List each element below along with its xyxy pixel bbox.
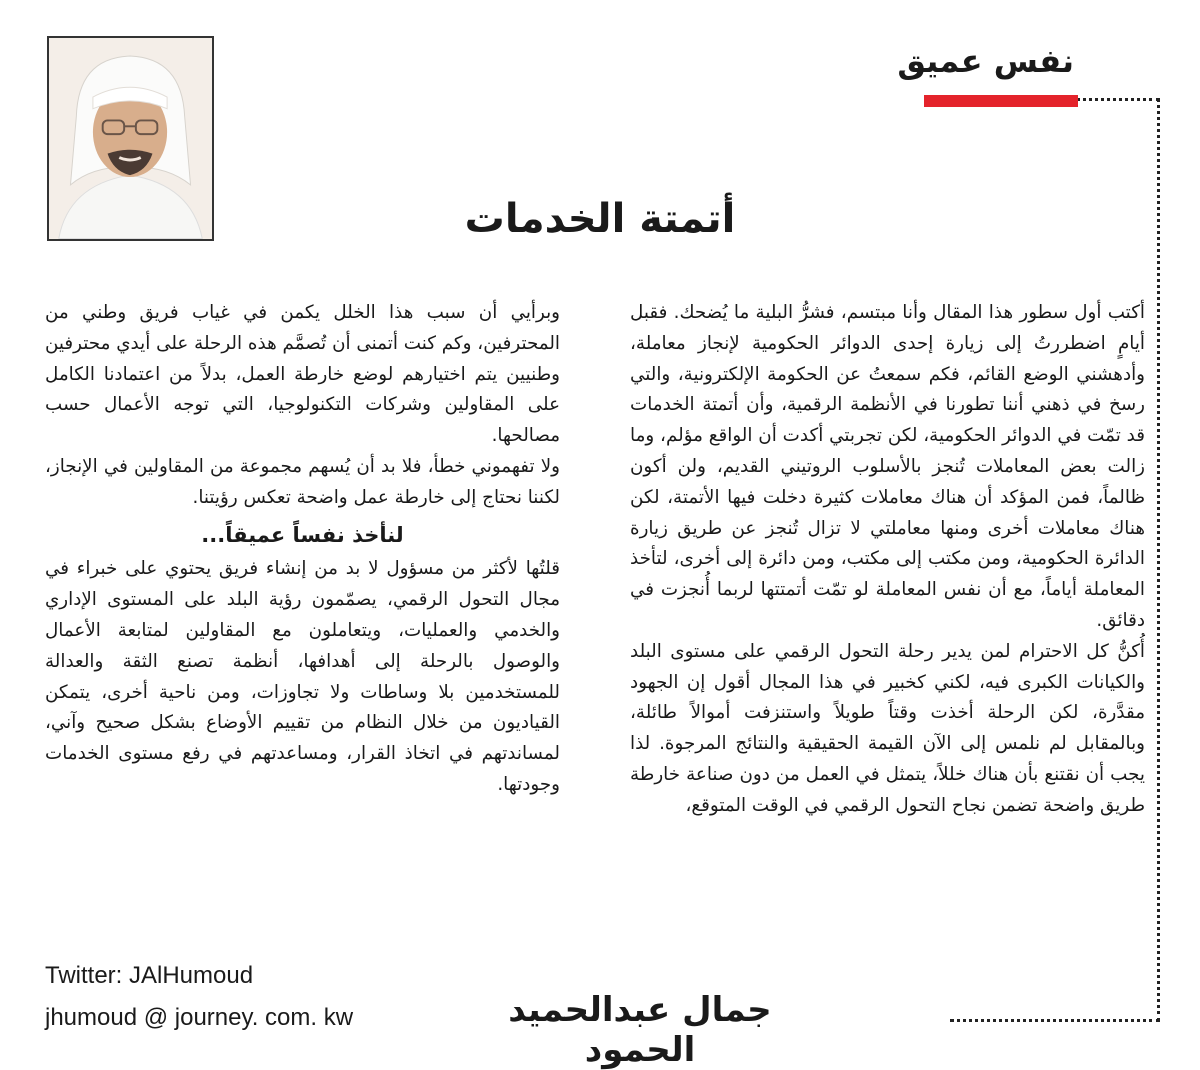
subheading: لنأخذ نفساً عميقاً...: [201, 522, 404, 547]
headline: أتمتة الخدمات: [464, 196, 736, 242]
paragraph: وبرأيي أن سبب هذا الخلل يكمن في غياب فريق وطني من المحترفين، وكم كنت أتمنى أن تُصمَّم هذه الرحلة على أيدي محترفين وطنيين يتم اختيارهم لوضع خارطة العمل، بدلاً من اعتمادنا الكامل على المقاولين وشركات التكنولوجيا، التي توجه الأعمال حسب مصالحها.: [45, 302, 560, 447]
author-contact: [45, 955, 465, 1039]
column-name: نفس عميق: [897, 42, 1074, 80]
paragraph: قلتُها لأكثر من مسؤول لا بد من إنشاء فريق يحتوي على خبراء في مجال التحول الرقمي، يصمّمون رؤية البلد على المستوى الإداري والخدمي والعمليات، ويتعاملون مع المقاولين لمتابعة الأعمال والوصول بالرحلة إلى أهدافها، أنظمة تصنع الثقة والعدالة للمستخدمين بلا وساطات ولا تجاوزات، ومن ناحية أخرى، يتمكن القياديون من خلال النظام من تقييم الأوضاع بشكل صحيح وآني، لمساندتهم في اتخاذ القرار، ومساعدتهم في رفع مستوى الخدمات وجودتها.: [45, 558, 560, 795]
paragraph: أكتب أول سطور هذا المقال وأنا مبتسم، فشرُّ البلية ما يُضحك. فقبل أيامٍ اضطررتُ إلى زيارة إحدى الدوائر الحكومية لإنجاز معاملة، وأدهشني الوضع القائم، فكم سمعتُ عن الحكومة الإلكترونية، والتي رسخ في ذهني أننا تطورنا في الأنظمة الرقمية، وأن أتمتة الخدمات قد تمّت في الدوائر الحكومية، لكن تجربتي أكدت أن الواقع مؤلم، وما زالت بعض المعاملات تُنجز بالأسلوب الروتيني القديم، ولن أكون ظالماً، فمن المؤكد أن هناك معاملات كثيرة دخلت فيها الأتمتة، لكن هناك معاملات أخرى ومنها معاملتي لا تزال تُنجز عن طريق زيارة الدائرة الحكومية، ومن مكتب إلى مكتب، ومن دائرة إلى أخرى، لتأخذ المعاملة أياماً، مع أن نفس المعاملة لو تمّت أتمتتها لربما أُنجزت في دقائق.: [630, 302, 1145, 631]
accent-bar: [924, 95, 1078, 107]
twitter-handle: Twitter: JAlHumoud: [45, 962, 254, 989]
paragraph: ولا تفهموني خطأ، فلا بد أن يُسهم مجموعة من المقاولين في الإنجاز، لكننا نحتاج إلى خارطة عمل واضحة تعكس رؤيتنا.: [45, 455, 560, 508]
article-left-column: [45, 298, 560, 801]
article-right-column: [630, 298, 1145, 822]
author-portrait-icon: [47, 36, 214, 241]
email-address: jhumoud @ journey. com. kw: [45, 1004, 354, 1031]
author-name: جمال عبدالحميد الحمود: [508, 990, 772, 1070]
paragraph: أُكنُّ كل الاحترام لمن يدير رحلة التحول الرقمي على مستوى البلد والكيانات الكبرى فيه، لكني كخبير في هذا المجال أقول إن الجهود مقدَّرة، لكن الرحلة أخذت وقتاً طويلاً واستنزفت أموالاً طائلة، وبالمقابل لم نلمس إلى الآن القيمة الحقيقية والنتائج المرجوة. لذا يجب أن نقتنع بأن هناك خللاً، يتمثل في العمل من دون صناعة خارطة طريق واضحة تضمن نجاح التحول الرقمي في الوقت المتوقع،: [630, 640, 1145, 816]
